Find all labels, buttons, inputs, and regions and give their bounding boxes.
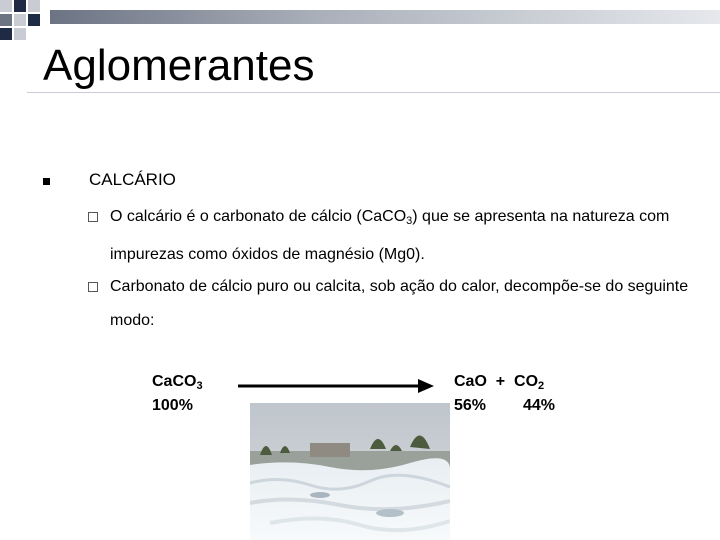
checker-square-3 [28,0,40,12]
checker-square-7 [0,28,12,40]
product-2-percent: 44% [522,397,555,414]
checker-square-1 [0,0,12,12]
plus-sign: + [495,373,506,390]
bullet-paragraph-2: Carbonato de cálcio puro ou calcita, sob ação do calor, decompõe-se do seguinte modo: [110,278,689,329]
square-bullet-icon [43,178,50,185]
checker-square-5 [14,14,26,26]
bullet-1-subscript: 3 [406,215,413,227]
bullet-1-text-end: ) que se apresenta na natureza com impurezas como óxidos de magnésio (Mg0). [110,208,670,263]
reactant-formula [152,372,203,416]
photo-drawing [250,403,450,540]
product-2-subscript: 2 [538,380,545,392]
product-1: CaO [454,373,487,390]
products-formula [454,372,555,416]
reactant-formula-text: CaCO [152,373,197,390]
limestone-terraces-photo [250,403,450,540]
product-1-percent: 56% [454,397,487,414]
checker-square-6 [28,14,40,26]
title-underline [27,92,720,93]
header-band [50,10,720,24]
product-2: CO [514,373,539,390]
checker-square-4 [0,14,12,26]
reaction-arrow-icon [238,378,434,394]
open-square-bullet-icon [88,282,98,292]
checker-square-2 [14,0,26,12]
section-heading: CALCÁRIO [89,170,176,189]
checker-square-8 [14,28,26,40]
reactant-percent: 100% [152,397,193,414]
bullet-1-text-start: O calcário é o carbonato de cálcio (CaCO [110,208,407,225]
reactant-subscript: 3 [196,380,203,392]
open-square-bullet-icon [88,212,98,222]
bullet-paragraph-1 [110,200,690,272]
slide-title: Aglomerantes [43,41,315,90]
